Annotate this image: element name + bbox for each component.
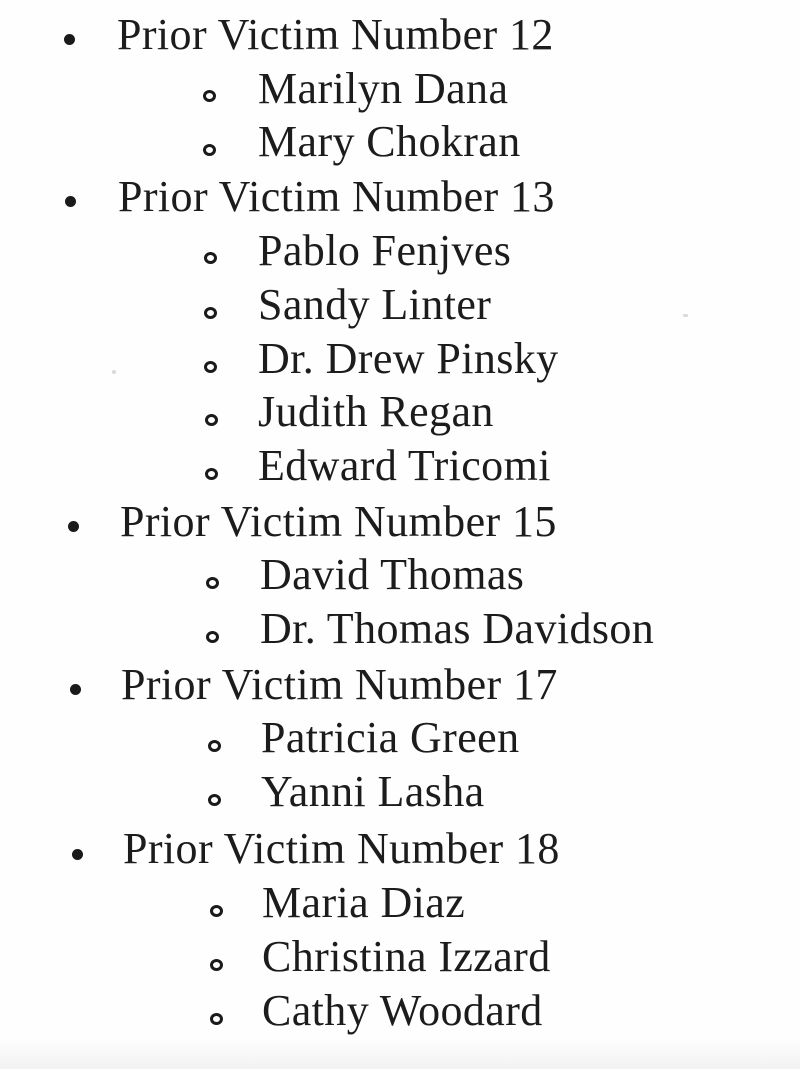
sub-bullet-circle — [204, 252, 217, 264]
victim-name: Marilyn Dana — [258, 64, 509, 113]
sub-bullet-circle — [210, 905, 223, 917]
sub-bullet-circle — [204, 307, 217, 319]
sub-bullet-circle — [210, 1013, 223, 1025]
victim-name: Yanni Lasha — [261, 767, 485, 816]
victim-name: Patricia Green — [261, 713, 520, 762]
sub-bullet-circle — [206, 577, 219, 589]
bullet-dot — [68, 521, 79, 532]
sub-bullet-circle — [203, 90, 216, 102]
victim-name: David Thomas — [260, 550, 525, 599]
sub-bullet-circle — [205, 468, 218, 480]
victim-name: Mary Chokran — [258, 117, 521, 166]
group-heading: Prior Victim Number 17 — [121, 660, 558, 709]
group-heading: Prior Victim Number 13 — [118, 172, 555, 221]
page-bottom-shadow — [0, 1035, 800, 1069]
victim-name: Dr. Thomas Davidson — [260, 604, 655, 653]
bullet-dot — [65, 196, 76, 207]
group-heading: Prior Victim Number 18 — [123, 824, 560, 873]
victim-name: Sandy Linter — [258, 280, 492, 329]
victim-name: Edward Tricomi — [258, 441, 551, 490]
scan-speck — [112, 370, 116, 374]
sub-bullet-circle — [205, 414, 218, 426]
group-heading: Prior Victim Number 12 — [117, 10, 554, 59]
victim-name: Maria Diaz — [262, 878, 466, 927]
scan-speck — [683, 314, 688, 317]
sub-bullet-circle — [208, 794, 221, 806]
victim-name: Dr. Drew Pinsky — [258, 334, 559, 383]
victim-name: Christina Izzard — [262, 932, 551, 981]
sub-bullet-circle — [208, 740, 221, 752]
sub-bullet-circle — [204, 361, 217, 373]
bullet-dot — [72, 849, 83, 860]
victim-name: Judith Regan — [258, 387, 494, 436]
bullet-dot — [70, 684, 81, 695]
sub-bullet-circle — [210, 959, 223, 971]
victim-name: Cathy Woodard — [262, 986, 543, 1035]
victim-name: Pablo Fenjves — [258, 226, 512, 275]
group-heading: Prior Victim Number 15 — [120, 497, 557, 546]
bullet-dot — [64, 34, 75, 45]
sub-bullet-circle — [206, 631, 219, 643]
sub-bullet-circle — [203, 144, 216, 156]
